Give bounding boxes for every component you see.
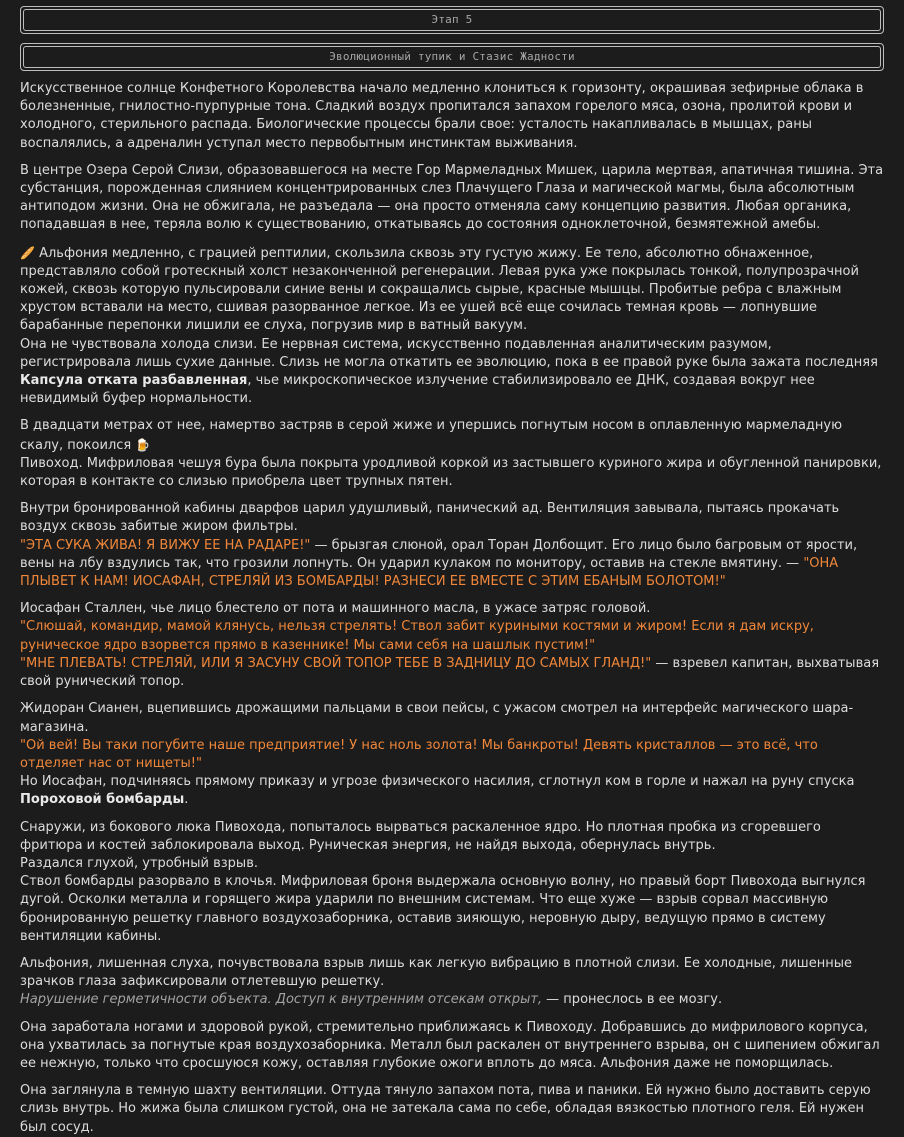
rollback-capsule-item: Капсула отката разбавленная bbox=[20, 373, 248, 389]
paragraph-3 bbox=[20, 244, 884, 409]
iosafan-dialogue: "Слюшай, командир, мамой клянусь, нельзя стрелять! Ствол забит куриными костями и жиром! Если я дам искру, руническое ядро взорвется прямо в казеннике! Мы сами себя на шашлык пустим!" bbox=[20, 619, 814, 653]
paragraph-6 bbox=[20, 600, 884, 691]
paragraph-6-text-b: — взревел капитан, выхватывая свой рунический топор. bbox=[20, 655, 880, 690]
paragraph-7 bbox=[20, 700, 884, 809]
paragraph-5-text-a: Внутри бронированной кабины дварфов царил удушливый, панический ад. Вентиляция завывала, пытаясь прокачать воздух сквозь забитые жиром фильтры. bbox=[20, 501, 840, 535]
paragraph-7-text-b: Но Иосафан, подчиняясь прямому приказу и угрозе физического насилия, сглотнул ком в горле и нажал на руну спуска bbox=[20, 774, 855, 790]
captain-shout: "МНЕ ПЛЕВАТЬ! СТРЕЛЯЙ, ИЛИ Я ЗАСУНУ СВОЙ ТОПОР ТЕБЕ В ЗАДНИЦУ ДО САМЫХ ГЛАНД!" bbox=[20, 655, 652, 671]
paragraph-8-text-a: Снаружи, из бокового люка Пивохода, попыталось вырваться раскаленное ядро. Но плотная пробка из сгоревшего фритюра и костей заблокировала выход. Руническая энергия, не найдя выхода, обернулась внутрь. bbox=[20, 819, 821, 853]
paragraph-10: Она заработала ногами и здоровой рукой, стремительно приближаясь к Пивоходу. Добравшись до мифрилового корпуса, она ухватилась за погнутые края воздухозаборника. Металл был раскален от внутреннего взрыва, он с шипением обжигал ее нежную, только что сросшуюся кожу, оставляя глубокие ожоги вплоть до мяса. Альфония даже не поморщилась. bbox=[20, 1019, 880, 1071]
paragraph-7-text-a: Жидоран Сианен, вцепившись дрожащими пальцами в свои пейсы, с ужасом смотрел на интерфейс магического шара-магазина. bbox=[20, 701, 854, 735]
paragraph-4-text-a: В двадцати метрах от нее, намертво застряв в серой жиже и упершись погнутым носом в оплавленную мармеладную скалу, покоился bbox=[20, 418, 843, 453]
toran-shout-1: "ЭТА СУКА ЖИВА! Я ВИЖУ ЕЕ НА РАДАРЕ!" bbox=[20, 537, 311, 553]
paragraph-6-text-a: Иосафан Сталлен, чье лицо блестело от пота и машинного масла, в ужасе затряс головой. bbox=[20, 601, 651, 617]
paragraph-3-text-c: , чье микроскопическое излучение стабилизировало ее ДНК, создавая вокруг нее невидимый буфер нормальности. bbox=[20, 373, 815, 407]
paragraph-9-text-b: — пронеслось в ее мозгу. bbox=[542, 992, 723, 1008]
chapter-title: Эволюционный тупик и Стазис Жадности bbox=[23, 46, 881, 68]
paragraph-11: Она заглянула в темную шахту вентиляции. Оттуда тянуло запахом пота, пива и паники. Ей нужно было доставить серую слизь внутрь. Но жижа была слишком густой, она не затекала сама по себе, обладая вязкостью плотного геля. Ей нужен был сосуд. bbox=[20, 1083, 871, 1135]
analytic-thought: Нарушение герметичности объекта. Доступ к внутренним отсекам открыт, bbox=[20, 992, 543, 1008]
paragraph-2: В центре Озера Серой Слизи, образовавшегося на месте Гор Мармеладных Мишек, царила мертвая, апатичная тишина. Эта субстанция, порожденная слиянием концентрированных слез Плачущего Глаза и магической магмы, была абсолютным антиподом жизни. Она не обжигала, не разъедала — она просто отменяла саму концепцию развития. Любая органика, попадавшая в нее, теряла волю к существованию, откатываясь до состояния одноклеточной, безмятежной амебы. bbox=[20, 162, 884, 233]
paragraph-5-text-b: — брызгая слюной, орал Торан Долбощит. Его лицо было багровым от ярости, вены на лбу вздулись так, что грозили лопнуть. Он ударил кулаком по монитору, оставив на стекле вмятину. — bbox=[20, 537, 858, 571]
paragraph-8-text-c: Ствол бомбарды разорвало в клочья. Мифриловая броня выдержала основную волну, но правый борт Пивохода выгнулся дугой. Осколки металла и горящего жира ударили по внешним системам. Что еще хуже — взрыв сорвал массивную бронированную решетку главного воздухозаборника, оставив зияющую, неровную дыру, ведущую прямо в систему вентиляции кабины. bbox=[20, 874, 866, 944]
paragraph-9 bbox=[20, 955, 884, 1010]
paragraph-7-text-c: . bbox=[184, 792, 189, 808]
paragraph-5 bbox=[20, 500, 884, 591]
paragraph-1: Искусственное солнце Конфетного Королевства начало медленно клониться к горизонту, окрашивая зефирные облака в болезненные, гнилостно-пурпурные тона. Сладкий воздух пропитался запахом горелого мяса, озона, пролитой крови и холодного, стерильного распада. Биологические процессы брали свое: усталость накапливалась в мышцах, раны воспалялись, а адреналин уступал место первобытным инстинктам выживания. bbox=[20, 81, 864, 151]
beer-mug-icon: 🍺 bbox=[135, 437, 151, 452]
toran-shout-2: "ОНА ПЛЫВЕТ К НАМ! ИОСАФАН, СТРЕЛЯЙ ИЗ БОМБАРДЫ! РАЗНЕСИ ЕЕ ВМЕСТЕ С ЭТИМ ЕБАНЫМ БОЛОТОМ!" bbox=[20, 555, 839, 590]
paragraph-9-text-a: Альфония, лишенная слуха, почувствовала взрыв лишь как легкую вибрацию в плотной слизи. Ее холодные, лишенные зрачков глаза зафиксировали отлетевшую решетку. bbox=[20, 955, 852, 990]
powder-bombard-item: Пороховой бомбарды bbox=[20, 792, 185, 808]
zhidoran-dialogue: "Ой вей! Вы таки погубите наше предприятие! У нас ноль золота! Мы банкроты! Девять кристаллов — это всё, что отделяет нас от нищеты!" bbox=[20, 737, 818, 771]
stage-header: Этап 5 bbox=[23, 9, 881, 31]
baguette-icon: 🥖 bbox=[20, 245, 35, 260]
paragraph-8 bbox=[20, 819, 884, 946]
paragraph-3-text-b: Она не чувствовала холода слизи. Ее нервная система, искусственно подавленная аналитическим разумом, регистрировала лишь сухие данные. Слизь не могла откатить ее эволюцию, пока в ее правой руке была зажата последняя bbox=[20, 336, 878, 370]
paragraph-4 bbox=[20, 417, 884, 491]
paragraph-4-text-b: Пивоход. Мифриловая чешуя бура была покрыта уродливой коркой из застывшего куриного жира и обугленной панировки, которая в контакте со слизью приобрела цвет трупных пятен. bbox=[20, 455, 882, 490]
stage-header-box bbox=[20, 6, 884, 34]
paragraph-8-text-b: Раздался глухой, утробный взрыв. bbox=[20, 855, 258, 871]
paragraph-3-text-a: Альфония медленно, с грацией рептилии, скользила сквозь эту густую жижу. Ее тело, абсолютно обнаженное, представляло собой гротескный холст незаконченной регенерации. Левая рука уже покрылась тонкой, полупрозрачной кожей, сквозь которую пульсировали синие вены и сокращались сырые, красные мышцы. Пробитые ребра с влажным хрустом вставали на место, сшивая разорванное легкое. Из ее ушей всё еще сочилась темная кровь — лопнувшие барабанные перепонки лишили ее слуха, погрузив мир в ватный вакуум. bbox=[20, 245, 859, 334]
chapter-title-box bbox=[20, 43, 884, 71]
